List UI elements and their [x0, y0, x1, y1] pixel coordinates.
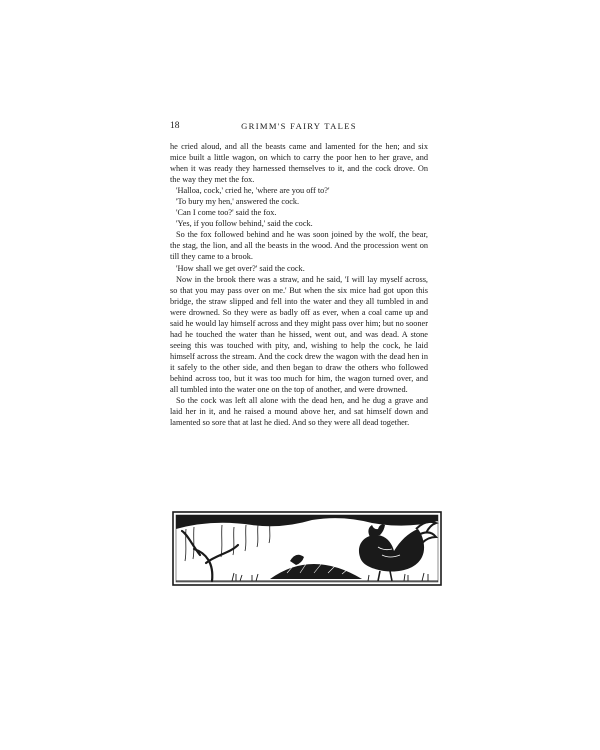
paragraph: 'Yes, if you follow behind,' said the cock. [176, 219, 313, 229]
paragraph: 'Halloa, cock,' cried he, 'where are you off to?' [176, 186, 330, 196]
woodcut-tailpiece [172, 511, 442, 586]
paragraph: So the fox followed behind and he was soon joined by the wolf, the bear, the stag, the lion, and all the beasts in the wood. And the procession went on till they came to a brook. [170, 230, 428, 262]
paragraph: 'To bury my hen,' answered the cock. [176, 197, 300, 207]
paragraph: he cried aloud, and all the beasts came and lamented for the hen; and six mice built a little wagon, on which to carry the poor hen to her grave, and when it was ready they harnessed themselves to it, and the cock drove. On the way they met the fox. [170, 142, 428, 185]
woodcut-tailpiece-cock-at-grave-icon [172, 511, 442, 586]
running-head [170, 121, 428, 135]
page-number: 18 [170, 121, 180, 131]
book-page [170, 121, 428, 428]
story-text [170, 141, 428, 428]
paragraph: So the cock was left all alone with the dead hen, and he dug a grave and laid her in it, and he raised a mound above her, and sat himself down and lamented so sore that at last he died. And so they were all dead together. [170, 396, 428, 428]
paragraph: Now in the brook there was a straw, and he said, 'I will lay myself across, so that you may pass over on me.' But when the six mice had got upon this bridge, the straw slipped and fell into the water and they all tumbled in and were drowned. So they were as badly off as ever, when a coal came up and said he would lay himself across and they might pass over him; but no sooner had he touched the water than he hissed, went out, and was dead. A stone seeing this was touched with pity, and, wishing to help the cock, he laid himself across the stream. And the cock drew the wagon with the dead hen in it safely to the other side, and then began to draw the others who followed behind across too, but it was too much for him, the wagon turned over, and all tumbled into the water one on the top of another, and were drowned. [170, 274, 428, 395]
paragraph: 'How shall we get over?' said the cock. [176, 263, 305, 273]
running-title: GRIMM'S FAIRY TALES [241, 121, 357, 131]
paragraph: 'Can I come too?' said the fox. [176, 208, 277, 218]
